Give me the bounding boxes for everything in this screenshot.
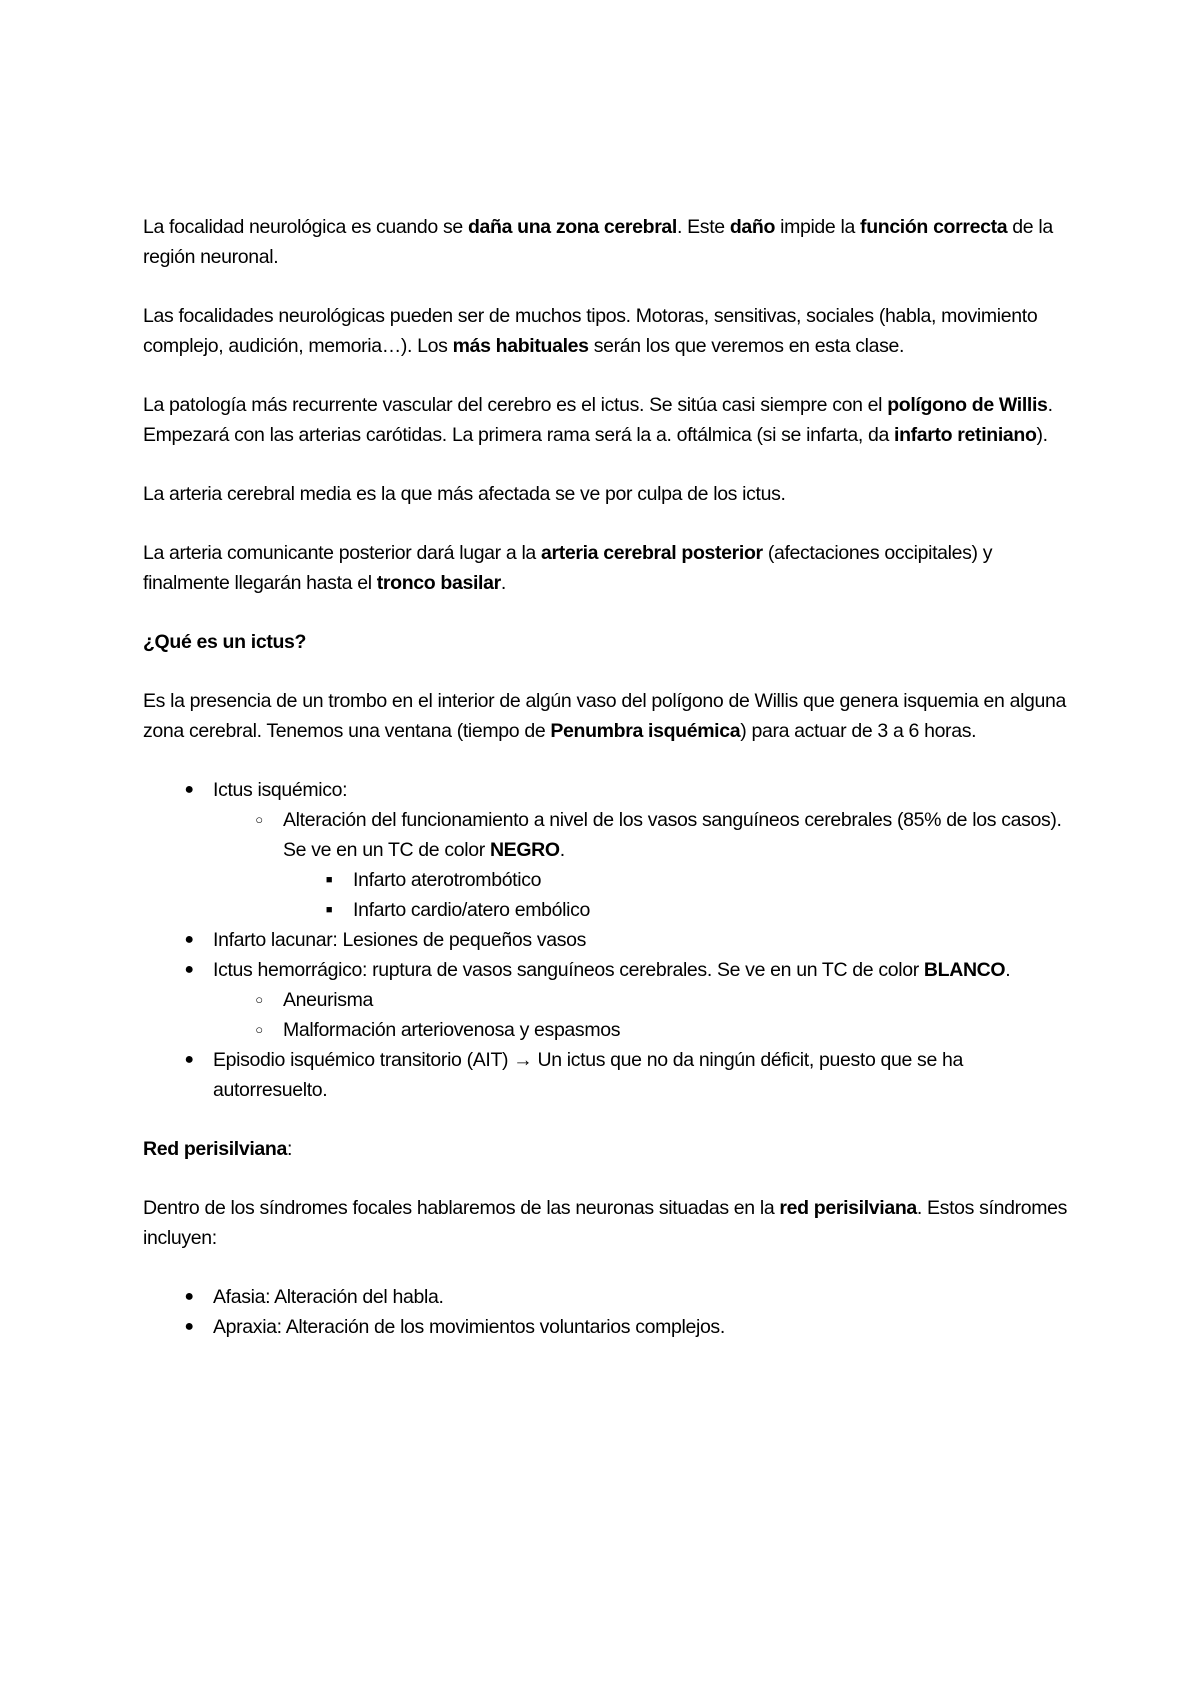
paragraph-tipos: Las focalidades neurológicas pueden ser de muchos tipos. Motoras, sensitivas, sociales (habla, movimiento complejo, audición, memoria…). Los más habituales serán los que veremos en esta clase.: [143, 305, 1038, 357]
paragraph-sindromes: Dentro de los síndromes focales hablaremos de las neuronas situadas en la red perisilviana. Estos síndromes incluyen:: [143, 1197, 1067, 1249]
list-item: ■ Infarto cardio/atero embólico: [283, 895, 1073, 925]
sublist: [283, 865, 1073, 925]
list-item: ● Afasia: Alteración del habla.: [143, 1282, 1073, 1312]
document-page: [143, 212, 1073, 1342]
list-item: ● Episodio isquémico transitorio (AIT) → Un ictus que no da ningún déficit, puesto que se ha autorresuelto.: [143, 1045, 1073, 1105]
list-item: ○ Alteración del funcionamiento a nivel de los vasos sanguíneos cerebrales (85% de los casos). Se ve en un TC de color NEGRO. ■ Infarto aterotrombótico ■ Infarto cardio/atero embólico: [213, 805, 1073, 925]
paragraph-comunicante: La arteria comunicante posterior dará lugar a la arteria cerebral posterior (afectaciones occipitales) y finalmente llegarán hasta el tronco basilar.: [143, 542, 993, 594]
bullet-icon: ●: [184, 931, 194, 948]
bullet-icon: ●: [184, 1288, 194, 1305]
list-tipos-ictus: [143, 775, 1073, 1105]
list-item: ○ Malformación arteriovenosa y espasmos: [213, 1015, 1073, 1045]
sublist: [213, 805, 1073, 925]
sublist: [213, 985, 1073, 1045]
square-bullet-icon: ■: [325, 904, 333, 916]
bullet-icon: ●: [184, 1051, 194, 1068]
paragraph-arteria-media: La arteria cerebral media es la que más afectada se ve por culpa de los ictus.: [143, 483, 786, 505]
paragraph-patologia: La patología más recurrente vascular del cerebro es el ictus. Se sitúa casi siempre con el polígono de Willis. Empezará con las arterias carótidas. La primera rama será la a. oftálmica (si se infarta, da infarto retiniano).: [143, 394, 1053, 446]
list-sindromes: [143, 1282, 1073, 1342]
list-item: ● Apraxia: Alteración de los movimientos voluntarios complejos.: [143, 1312, 1073, 1342]
heading-que-es-ictus: ¿Qué es un ictus?: [143, 631, 307, 653]
circle-bullet-icon: ○: [255, 812, 263, 827]
circle-bullet-icon: ○: [255, 1022, 263, 1037]
bullet-icon: ●: [184, 961, 194, 978]
bullet-icon: ●: [184, 781, 194, 798]
list-item: ○ Aneurisma: [213, 985, 1073, 1015]
square-bullet-icon: ■: [325, 874, 333, 886]
paragraph-focalidad: La focalidad neurológica es cuando se daña una zona cerebral. Este daño impide la función correcta de la región neuronal.: [143, 216, 1053, 268]
list-item: ■ Infarto aterotrombótico: [283, 865, 1073, 895]
list-item: ● Infarto lacunar: Lesiones de pequeños vasos: [143, 925, 1073, 955]
bullet-icon: ●: [184, 1318, 194, 1335]
heading-red-perisilviana: Red perisilviana:: [143, 1138, 293, 1160]
paragraph-definicion-ictus: Es la presencia de un trombo en el interior de algún vaso del polígono de Willis que genera isquemia en alguna zona cerebral. Tenemos una ventana (tiempo de Penumbra isquémica) para actuar de 3 a 6 horas.: [143, 690, 1067, 742]
list-item: ● Ictus isquémico: ○ Alteración del funcionamiento a nivel de los vasos sanguíneos cerebrales (85% de los casos). Se ve en un TC de color NEGRO. ■ Infarto aterotrombótico ■ Infarto cardio/atero embólico: [143, 775, 1073, 925]
circle-bullet-icon: ○: [255, 992, 263, 1007]
list-item: ● Ictus hemorrágico: ruptura de vasos sanguíneos cerebrales. Se ve en un TC de color BLANCO. ○ Aneurisma ○ Malformación arteriovenosa y espasmos: [143, 955, 1073, 1045]
